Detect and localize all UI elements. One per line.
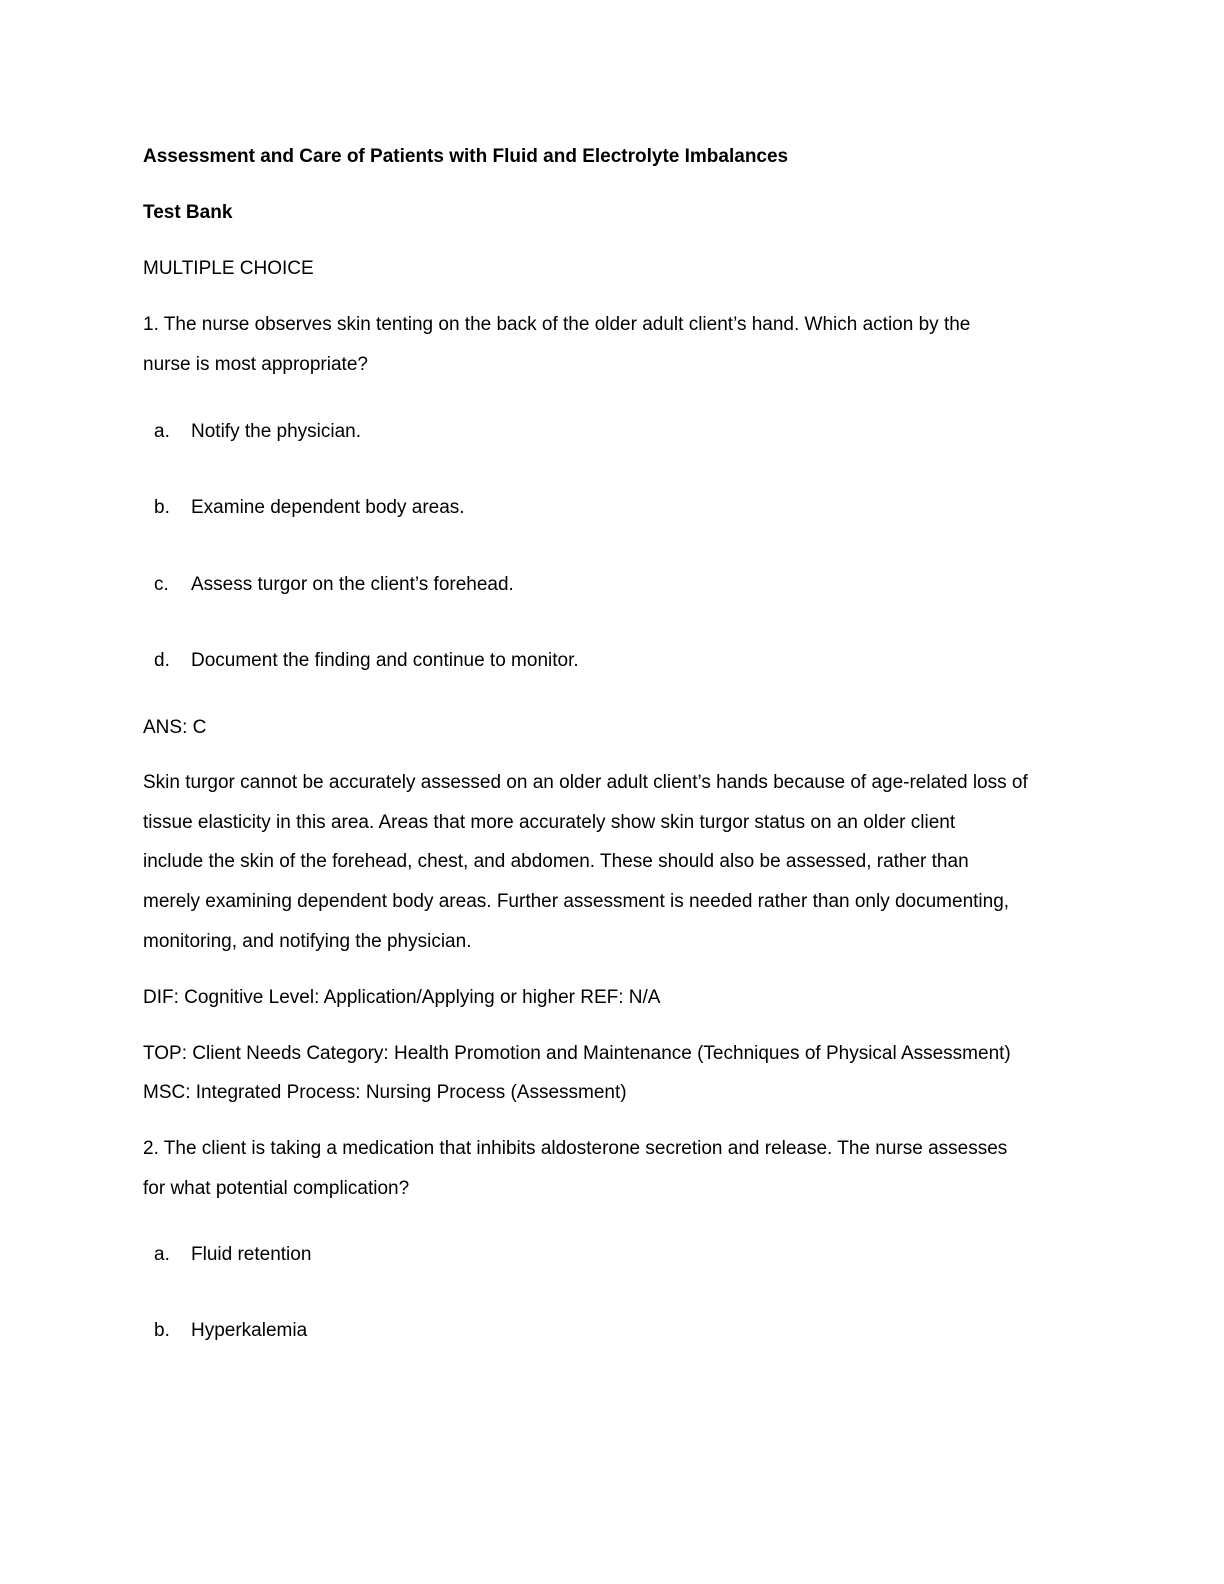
option-letter: c. [154, 574, 169, 595]
option-letter: a. [154, 1244, 170, 1265]
option-letter: b. [154, 497, 170, 518]
rationale-line: Skin turgor cannot be accurately assessed on an older adult client’s hands because of age-related loss of [143, 772, 1028, 793]
question-stem-line: for what potential complication? [143, 1178, 410, 1199]
option-text: Assess turgor on the client’s forehead. [191, 574, 514, 595]
rationale-line: tissue elasticity in this area. Areas that more accurately show skin turgor status on an older client [143, 812, 956, 833]
option-text: Examine dependent body areas. [191, 497, 465, 518]
rationale-line: monitoring, and notifying the physician. [143, 931, 472, 952]
option-letter: d. [154, 650, 170, 671]
question-stem-line: 2. The client is taking a medication that inhibits aldosterone secretion and release. The nurse assesses [143, 1138, 1008, 1159]
topic-metadata: TOP: Client Needs Category: Health Promotion and Maintenance (Techniques of Physical Assessment) [143, 1043, 1011, 1064]
msc-metadata: MSC: Integrated Process: Nursing Process (Assessment) [143, 1082, 627, 1103]
option-text: Notify the physician. [191, 421, 362, 442]
option-text: Hyperkalemia [191, 1320, 308, 1341]
answer-key: ANS: C [143, 717, 207, 738]
option-text: Fluid retention [191, 1244, 312, 1265]
question-stem-line: 1. The nurse observes skin tenting on the back of the older adult client’s hand. Which action by the [143, 314, 971, 335]
document-title: Assessment and Care of Patients with Fluid and Electrolyte Imbalances [143, 146, 789, 167]
option-text: Document the finding and continue to monitor. [191, 650, 579, 671]
document-subtitle: Test Bank [143, 202, 233, 223]
question-stem-line: nurse is most appropriate? [143, 354, 368, 375]
option-letter: a. [154, 421, 170, 442]
option-letter: b. [154, 1320, 170, 1341]
rationale-line: merely examining dependent body areas. Further assessment is needed rather than only documenting, [143, 891, 1010, 912]
difficulty-metadata: DIF: Cognitive Level: Application/Applying or higher REF: N/A [143, 987, 661, 1008]
section-heading: MULTIPLE CHOICE [143, 258, 314, 279]
rationale-line: include the skin of the forehead, chest, and abdomen. These should also be assessed, rather than [143, 851, 969, 872]
